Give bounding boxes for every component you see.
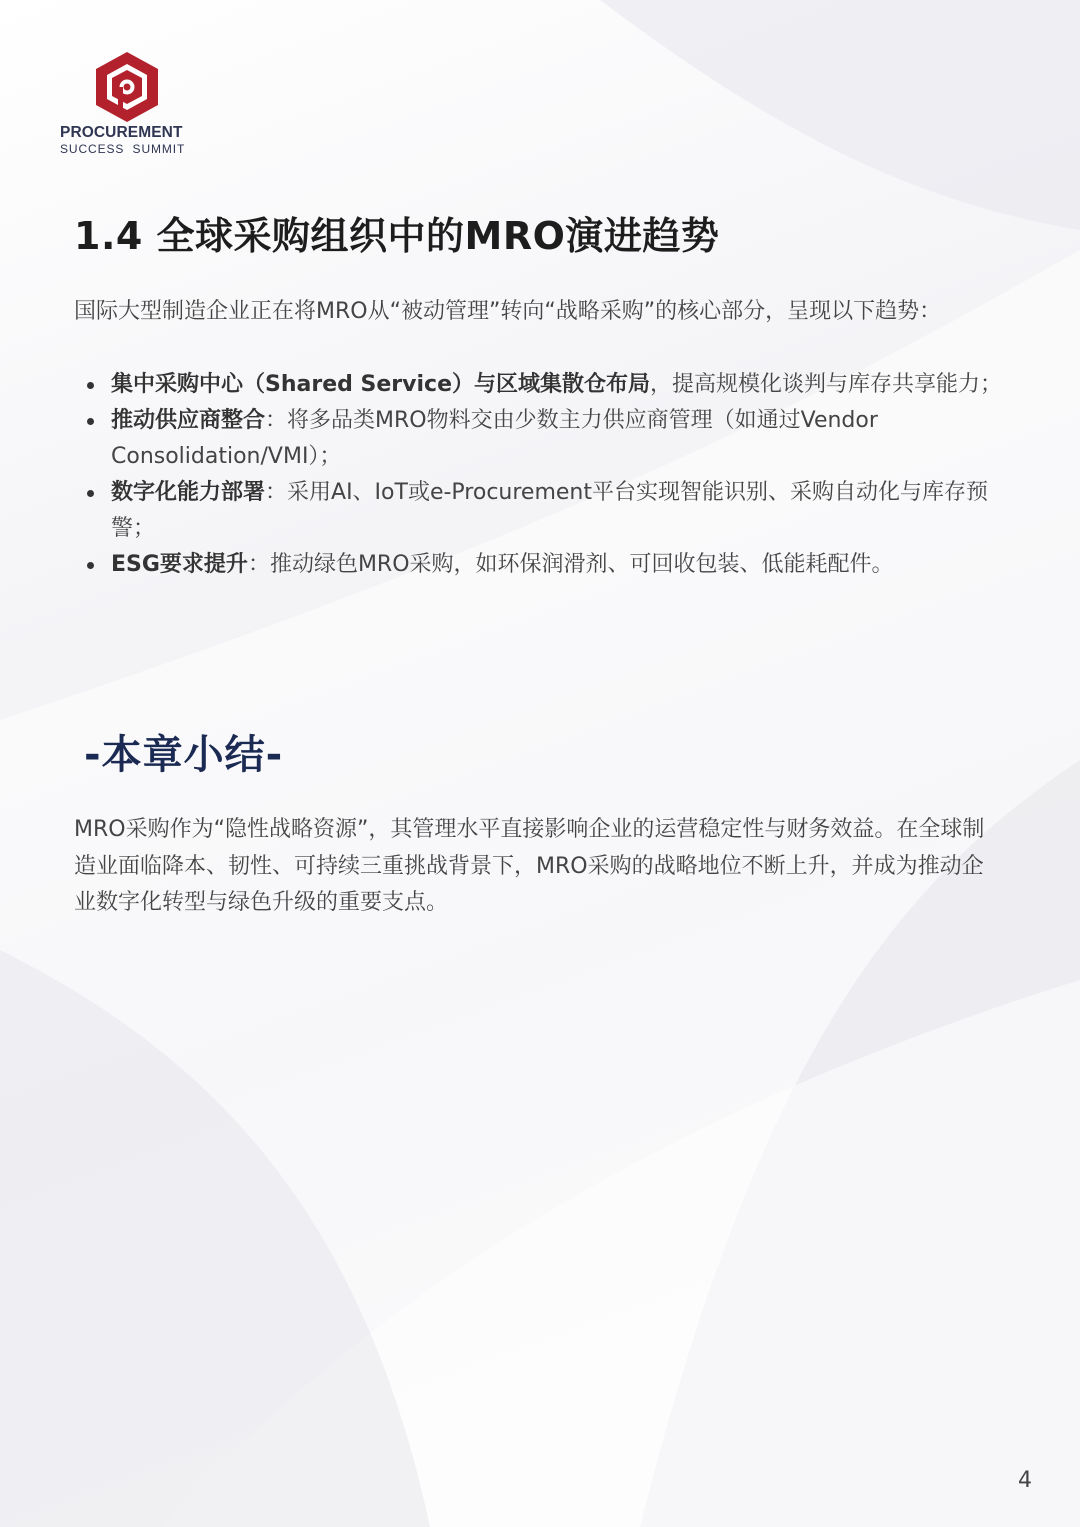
- logo-text-procurement: PROCUREMENT: [60, 124, 183, 141]
- bullet-dot-icon: [87, 418, 94, 425]
- list-item: [74, 547, 1010, 583]
- list-item-lead: 数字化能力部署: [111, 480, 266, 505]
- list-item-lead: ESG要求提升: [111, 552, 248, 577]
- logo-text-success-summit: SUCCESS SUMMIT: [60, 142, 186, 156]
- page-number: 4: [1018, 1468, 1032, 1493]
- list-item-lead: 推动供应商整合: [111, 408, 266, 433]
- list-item: [74, 475, 1010, 547]
- list-item-text: ：将多品类MRO物料交由少数主力供应商管理（如通过Vendor Consolidation/VMI）；: [111, 408, 878, 469]
- list-item-lead: 集中采购中心（Shared Service）与区域集散仓布局: [111, 372, 650, 397]
- list-item-text: ：采用AI、IoT或e-Procurement平台实现智能识别、采购自动化与库存预警；: [111, 480, 988, 541]
- bullet-dot-icon: [87, 382, 94, 389]
- bullet-dot-icon: [87, 562, 94, 569]
- chapter-summary-paragraph: MRO采购作为“隐性战略资源”，其管理水平直接影响企业的运营稳定性与财务效益。在全球制造业面临降本、韧性、可持续三重挑战背景下，MRO采购的战略地位不断上升，并成为推动企业数字化转型与绿色升级的重要支点。: [74, 817, 985, 915]
- list-item-text: ，提高规模化谈判与库存共享能力；: [650, 372, 1003, 397]
- chapter-summary-title: -本章小结-: [84, 732, 284, 778]
- list-item: [74, 403, 1010, 475]
- hexagon-p-logo-icon: [96, 52, 158, 122]
- bullet-dot-icon: [87, 490, 94, 497]
- list-item: [74, 367, 1010, 403]
- list-item-text: ：推动绿色MRO采购，如环保润滑剂、可回收包装、低能耗配件。: [247, 552, 894, 577]
- event-logo: [60, 52, 200, 162]
- intro-paragraph: 国际大型制造企业正在将MRO从“被动管理”转向“战略采购”的核心部分，呈现以下趋势：: [74, 299, 942, 324]
- trend-list: [74, 367, 1010, 583]
- section-title: 1.4 全球采购组织中的MRO演进趋势: [74, 214, 720, 258]
